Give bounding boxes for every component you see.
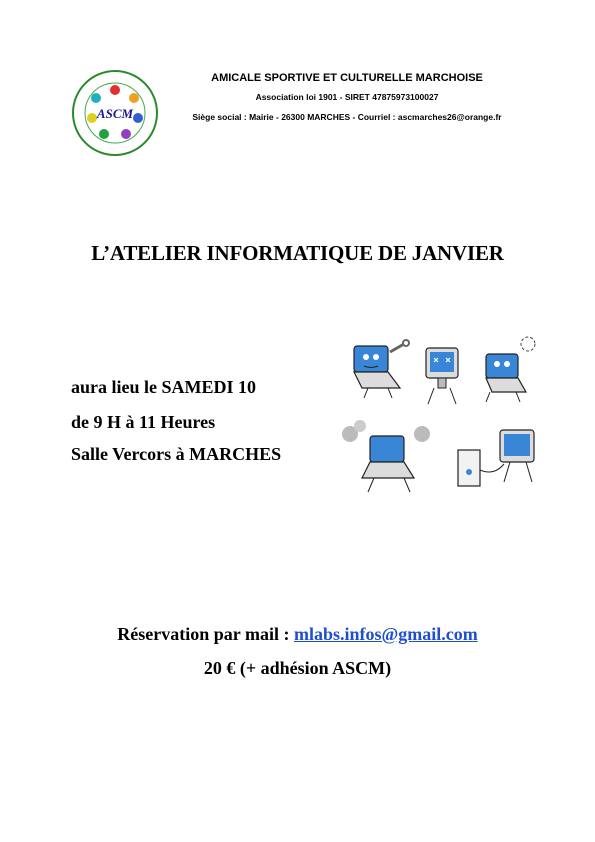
registration: Association loi 1901 - SIRET 47875973100027 <box>255 92 439 102</box>
event-title: L’ATELIER INFORMATIQUE DE JANVIER <box>91 241 504 265</box>
event-date: aura lieu le SAMEDI 10 <box>71 377 257 397</box>
computers-clipart <box>340 330 550 500</box>
desktop-tower-illustration <box>458 430 534 486</box>
reservation-line <box>0 624 595 645</box>
ascm-logo <box>72 70 158 156</box>
reservation-label: Réservation par mail : <box>117 624 294 644</box>
logo-text: ASCM <box>96 106 134 121</box>
laptop-gear-illustration <box>486 337 535 402</box>
event-place: Salle Vercors à MARCHES <box>71 444 282 464</box>
laptop-smoke-illustration <box>342 420 430 492</box>
event-time: de 9 H à 11 Heures <box>71 412 216 432</box>
laptop-wrench-illustration <box>354 340 409 398</box>
monitor-dizzy-illustration <box>426 348 458 404</box>
reservation-email-link[interactable]: mlabs.infos@gmail.com <box>293 624 478 644</box>
address: Siège social : Mairie - 26300 MARCHES - Courriel : ascmarches26@orange.fr <box>192 112 502 122</box>
org-name: AMICALE SPORTIVE ET CULTURELLE MARCHOISE <box>211 72 483 84</box>
price: 20 € (+ adhésion ASCM) <box>203 658 392 678</box>
